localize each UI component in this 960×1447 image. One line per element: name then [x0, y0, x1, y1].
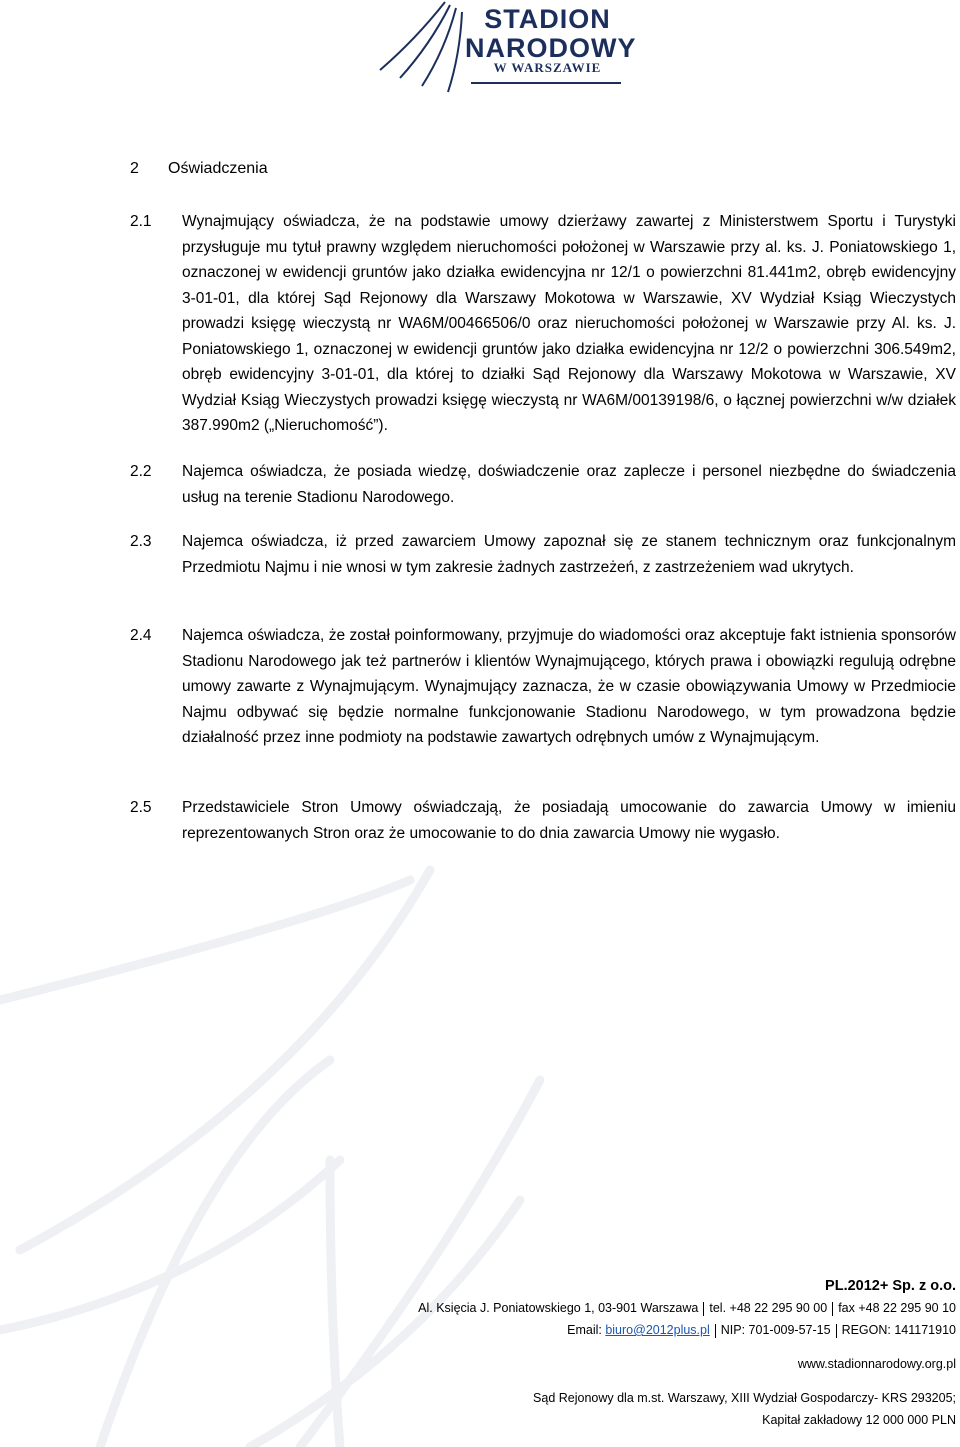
footer-separator — [715, 1324, 716, 1338]
footer-separator — [832, 1302, 833, 1316]
footer-email-link[interactable]: biuro@2012plus.pl — [605, 1323, 710, 1337]
clause-text: Przedstawiciele Stron Umowy oświadczają, że posiadają umocowanie do zawarcia Umowy w imieniu reprezentowanych Stron oraz że umocowanie to do dnia zawarcia Umowy nie wygasło. — [182, 799, 956, 842]
footer-separator — [703, 1302, 704, 1316]
logo-arcs-icon — [370, 0, 480, 100]
heading-number: 2 — [130, 160, 139, 177]
footer-contact-line — [356, 1319, 956, 1341]
clause-2-1 — [130, 209, 956, 439]
footer-fax: fax +48 22 295 90 10 — [838, 1301, 956, 1315]
footer-address-line — [356, 1297, 956, 1319]
clause-2-4 — [130, 623, 956, 751]
heading-title: Oświadczenia — [168, 160, 268, 177]
clause-2-2 — [130, 459, 956, 510]
clause-number: 2.3 — [130, 533, 152, 550]
logo-underline — [471, 82, 621, 84]
logo-line-stadion: STADION — [484, 4, 611, 34]
clause-2-3 — [130, 529, 956, 580]
clause-number: 2.1 — [130, 213, 152, 230]
clause-text: Najemca oświadcza, że został poinformowany, przyjmuje do wiadomości oraz akceptuje fakt istnienia sponsorów Stadionu Narodowego jak też partnerów i klientów Wynajmującego, których prawa i obowiązki regulują odrębne umowy zawarte z Wynajmującym. Wynajmujący zaznacza, że w czasie obowiązywania Umowy w Przedmiocie Najmu odbywać się będzie normalne funkcjonowanie Stadionu Narodowego, w tym prowadzona będzie działalność przez inne podmioty na podstawie zawartych odrębnych umów z Wynajmującym. — [182, 627, 956, 746]
clause-text: Najemca oświadcza, iż przed zawarciem Umowy zapoznał się ze stanem technicznym oraz funkcjonalnym Przedmiotu Najmu i nie wnosi w tym zakresie żadnych zastrzeżeń, z zastrzeżeniem wad ukrytych. — [182, 533, 956, 576]
logo-line-w-warszawie: W WARSZAWIE — [493, 60, 602, 75]
footer-nip: NIP: 701-009-57-15 — [720, 1323, 831, 1337]
clause-number: 2.2 — [130, 463, 152, 480]
watermark-stroke — [0, 1160, 340, 1330]
footer-separator — [836, 1324, 837, 1338]
footer-tel: tel. +48 22 295 90 00 — [709, 1301, 828, 1315]
section-heading — [130, 160, 268, 178]
clause-number: 2.5 — [130, 799, 152, 816]
footer-court: Sąd Rejonowy dla m.st. Warszawy, XIII Wydział Gospodarczy- KRS 293205; — [533, 1391, 956, 1405]
clause-text: Wynajmujący oświadcza, że na podstawie umowy dzierżawy zawartej z Ministerstwem Sportu i Turystyki przysługuje mu tytuł prawny względem nieruchomości położonej w Warszawie przy al. ks. J. Poniatowskiego 1, oznaczonej w ewidencji gruntów jako działka ewidencyjna nr 12/1 o powierzchni 81.441m2, obręb ewidencyjny 3-01-01, dla której Sąd Rejonowy dla Warszawy Mokotowa w Warszawie, XV Wydział Ksiąg Wieczystych prowadzi księgę wieczystą nr WA6M/00466506/0 oraz nieruchomości położonej w Warszawie przy Al. ks. J. Poniatowskiego 1, oznaczonej w ewidencji gruntów jako działka ewidencyjna nr 12/2 o powierzchni 306.549m2, obręb ewidencyjny 3-01-01, dla której to działki Sąd Rejonowy dla Warszawy Mokotowa w Warszawie, XV Wydział Ksiąg Wieczystych prowadzi księgę wieczystą nr WA6M/00139198/6, o łącznej powierzchni w/w działek 387.990m2 („Nieruchomość”). — [182, 213, 956, 434]
footer-regon: REGON: 141171910 — [841, 1323, 956, 1337]
footer-website[interactable]: www.stadionnarodowy.org.pl — [797, 1357, 956, 1371]
page-footer — [356, 1275, 956, 1431]
clause-text: Najemca oświadcza, że posiada wiedzę, doświadczenie oraz zaplecze i personel niezbędne do świadczenia usług na terenie Stadionu Narodowego. — [182, 463, 956, 506]
clause-2-5 — [130, 795, 956, 846]
footer-capital: Kapitał zakładowy 12 000 000 PLN — [762, 1413, 956, 1427]
clause-number: 2.4 — [130, 627, 152, 644]
footer-address: Al. Księcia J. Poniatowskiego 1, 03-901 Warszawa — [418, 1301, 699, 1315]
logo-line-narodowy: NARODOWY — [465, 33, 637, 63]
watermark-stroke — [20, 870, 430, 1250]
footer-email-label: Email: — [567, 1323, 606, 1337]
footer-company: PL.2012+ Sp. z o.o. — [825, 1278, 956, 1294]
stadion-narodowy-logo — [370, 0, 637, 100]
